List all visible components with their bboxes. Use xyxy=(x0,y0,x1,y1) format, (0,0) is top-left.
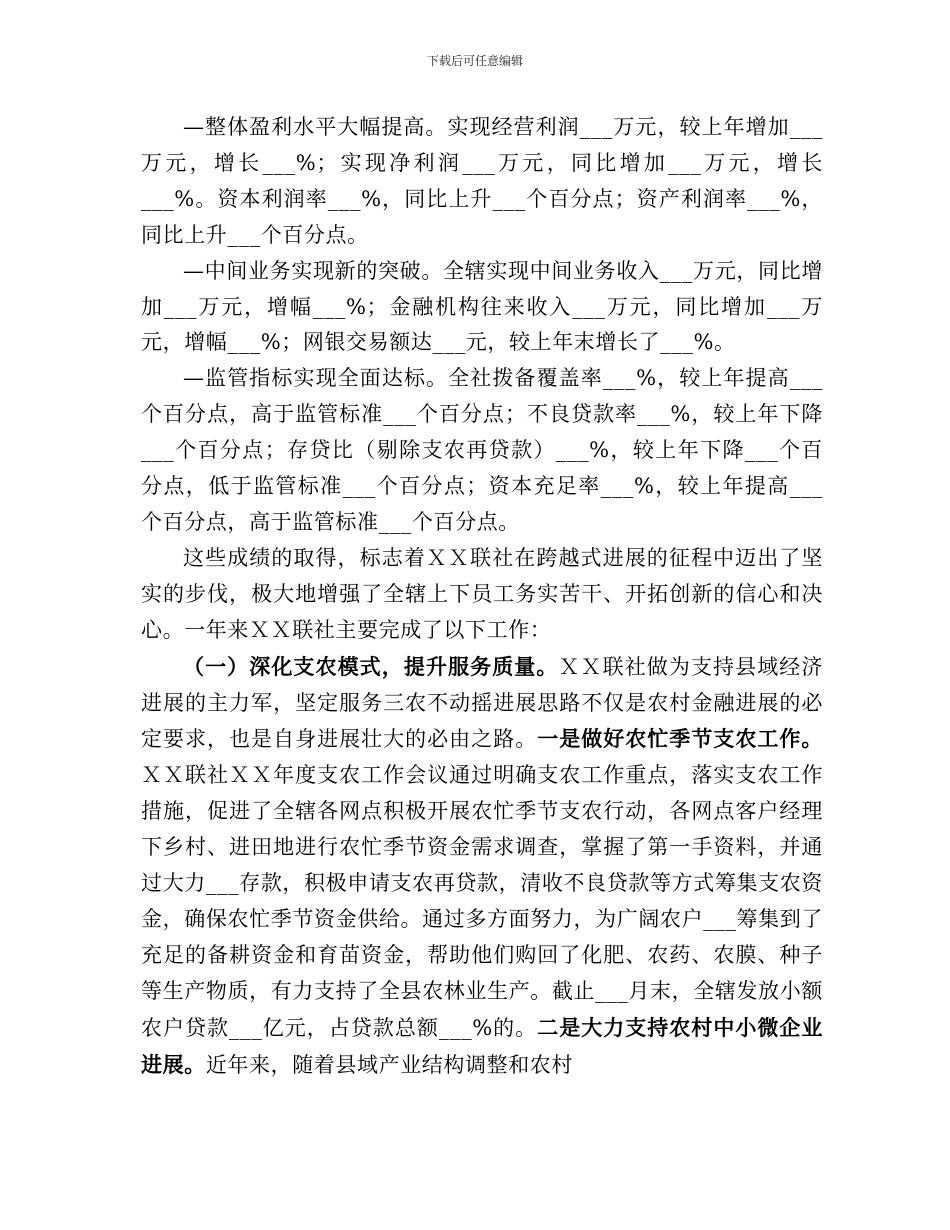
paragraph-profit xyxy=(141,110,823,254)
paragraph-text: ＸＸ联社做为支持县域经济进展的主力军，坚定服务三农不动摇进展思路不仅是农村金融进展的必定要求，也是自身进展壮大的必由之路。 xyxy=(141,654,823,752)
subpoint-heading: 一是做好农忙季节支农工作。 xyxy=(537,726,823,752)
paragraph-text: —监管指标实现全面达标。全社拨备覆盖率___%，较上年提高___个百分点，高于监管标准___个百分点；不良贷款率___%，较上年下降___个百分点；存贷比（剔除支农再贷款）___%，较上年下降___个百分点，低于监管标准___个百分点；资本充足率___%，较上年提高___个百分点，高于监管标准___个百分点。 xyxy=(141,366,823,534)
document-body xyxy=(141,110,823,1083)
paragraph-regulatory-indicators xyxy=(141,361,823,541)
paragraph-text: —整体盈利水平大幅提高。实现经营利润___万元，较上年增加___万元，增长___%；实现净利润___万元，同比增加___万元，增长___%。资本利润率___%，同比上升___个百分点；资产利润率___%，同比上升___个百分点。 xyxy=(141,115,823,247)
paragraph-text: 这些成绩的取得，标志着ＸＸ联社在跨越式进展的征程中迈出了坚实的步伐，极大地增强了全辖上下员工务实苦干、开拓创新的信心和决心。一年来ＸＸ联社主要完成了以下工作： xyxy=(141,545,823,642)
paragraph-agriculture-support xyxy=(141,649,823,1084)
paragraph-achievements-summary xyxy=(141,541,823,649)
page-header: 下载后可任意编辑 xyxy=(426,54,523,68)
section-heading: （一）深化支农模式，提升服务质量。 xyxy=(183,653,559,679)
paragraph-text: 近年来，随着县域产业结构调整和农村 xyxy=(205,1052,574,1077)
paragraph-text: ＸＸ联社ＸＸ年度支农工作会议通过明确支农工作重点，落实支农工作措施，促进了全辖各网点积极开展农忙季节支农行动，各网点客户经理下乡村、进田地进行农忙季节资金需求调查，掌握了第一手资料，并通过大力___存款，积极申请支农再贷款，清收不良贷款等方式筹集支农资金，确保农忙季节资金供给。通过多方面努力，为广阔农户___筹集到了充足的备耕资金和育苗资金，帮助他们购回了化肥、农药、农膜、种子等生产物质，有力支持了全县农林业生产。截止___月末，全辖发放小额农户贷款___亿元，占贷款总额___%的。 xyxy=(141,763,823,1040)
paragraph-text: —中间业务实现新的突破。全辖实现中间业务收入___万元，同比增加___万元，增幅___%；金融机构往来收入___万元，同比增加___万元，增幅___%；网银交易额达___元，较上年末增长了___%。 xyxy=(141,258,823,355)
paragraph-intermediary-business xyxy=(141,254,823,362)
subpoint-heading: 二是大力支持农村中小微企业进展。 xyxy=(141,1014,823,1077)
